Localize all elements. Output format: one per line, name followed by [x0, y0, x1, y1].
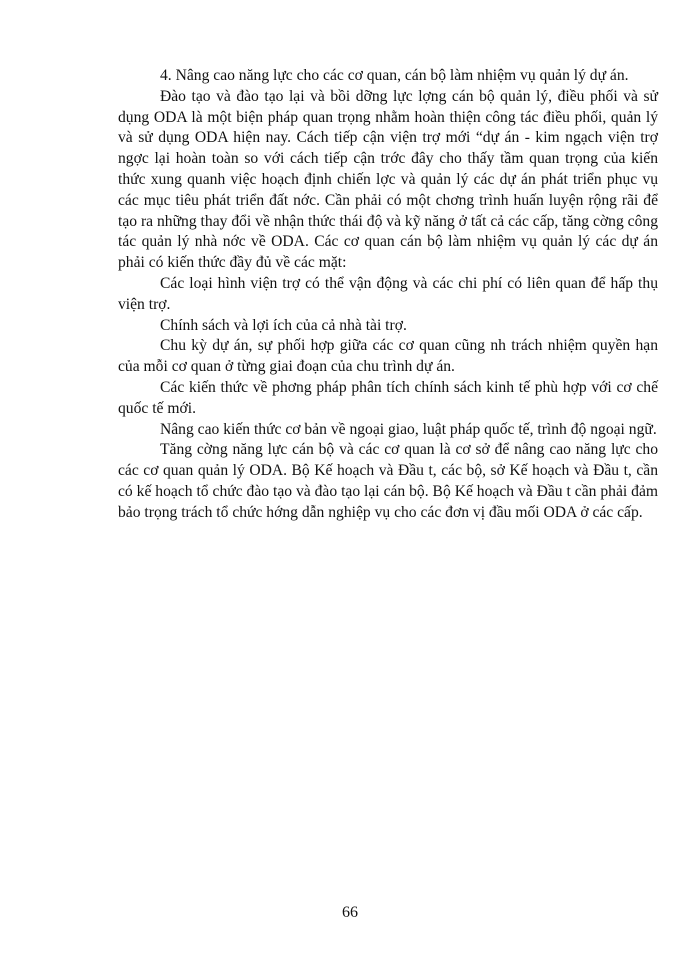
section-heading: 4. Nâng cao năng lực cho các cơ quan, cán bộ làm nhiệm vụ quản lý dự án.	[160, 67, 629, 84]
paragraph-aid-types: Các loại hình viện trợ có thể vận động và các chi phí có liên quan để hấp thụ viện trợ.	[118, 274, 658, 313]
page-number: 66	[342, 904, 358, 921]
paragraph-diplomacy: Nâng cao kiến thức cơ bản về ngoại giao, luật pháp quốc tế, trình độ ngoại ngữ.	[160, 420, 657, 438]
paragraph-capacity: Tăng cờng năng lực cán bộ và các cơ quan là cơ sở để nâng cao năng lực cho các cơ quan quản lý ODA. Bộ Kế hoạch và Đầu t, các bộ, sở Kế hoạch và Đầu t, cần có kế hoạch tổ chức đào tạo và đào tạo lại cán bộ. Bộ Kế hoạch và Đầu t cần phải đảm bảo trọng trách tổ chức hớng dẫn nghiệp vụ cho các đơn vị đầu mối ODA ở các cấp.	[118, 441, 658, 521]
paragraph-policy-analysis: Các kiến thức về phơng pháp phân tích chính sách kinh tế phù hợp với cơ chế quốc tế mới.	[118, 378, 658, 417]
paragraph-intro: Đào tạo và đào tạo lại và bồi dỡng lực lợng cán bộ quản lý, điều phối và sử dụng ODA là một biện pháp quan trọng nhằm hoàn thiện công tác điều phối, quản lý và sử dụng ODA hiện nay. Cách tiếp cận viện trợ mới “dự án - kim ngạch viện trợ ngợc lại hoàn toàn so với cách tiếp cận trớc đây cho thấy tầm quan trọng của kiến thức xung quanh việc hoạch định chiến lợc và quản lý các dự án phát triển phục vụ các mục tiêu phát triển đất nớc. Cần phải có một chơng trình huấn luyện rộng rãi để tạo ra những thay đổi về nhận thức thái độ và kỹ năng ở tất cả các cấp, tăng cờng công tác quản lý nhà nớc về ODA. Các cơ quan cán bộ làm nhiệm vụ quản lý các dự án phải có kiến thức đầy đủ về các mặt:	[118, 87, 658, 272]
page-body	[118, 66, 658, 524]
paragraph-project-cycle: Chu kỳ dự án, sự phối hợp giữa các cơ quan cũng nh trách nhiệm quyền hạn của mỗi cơ quan ở từng giai đoạn của chu trình dự án.	[118, 337, 658, 376]
paragraph-donor-policy: Chính sách và lợi ích của cả nhà tài trợ.	[160, 316, 407, 334]
